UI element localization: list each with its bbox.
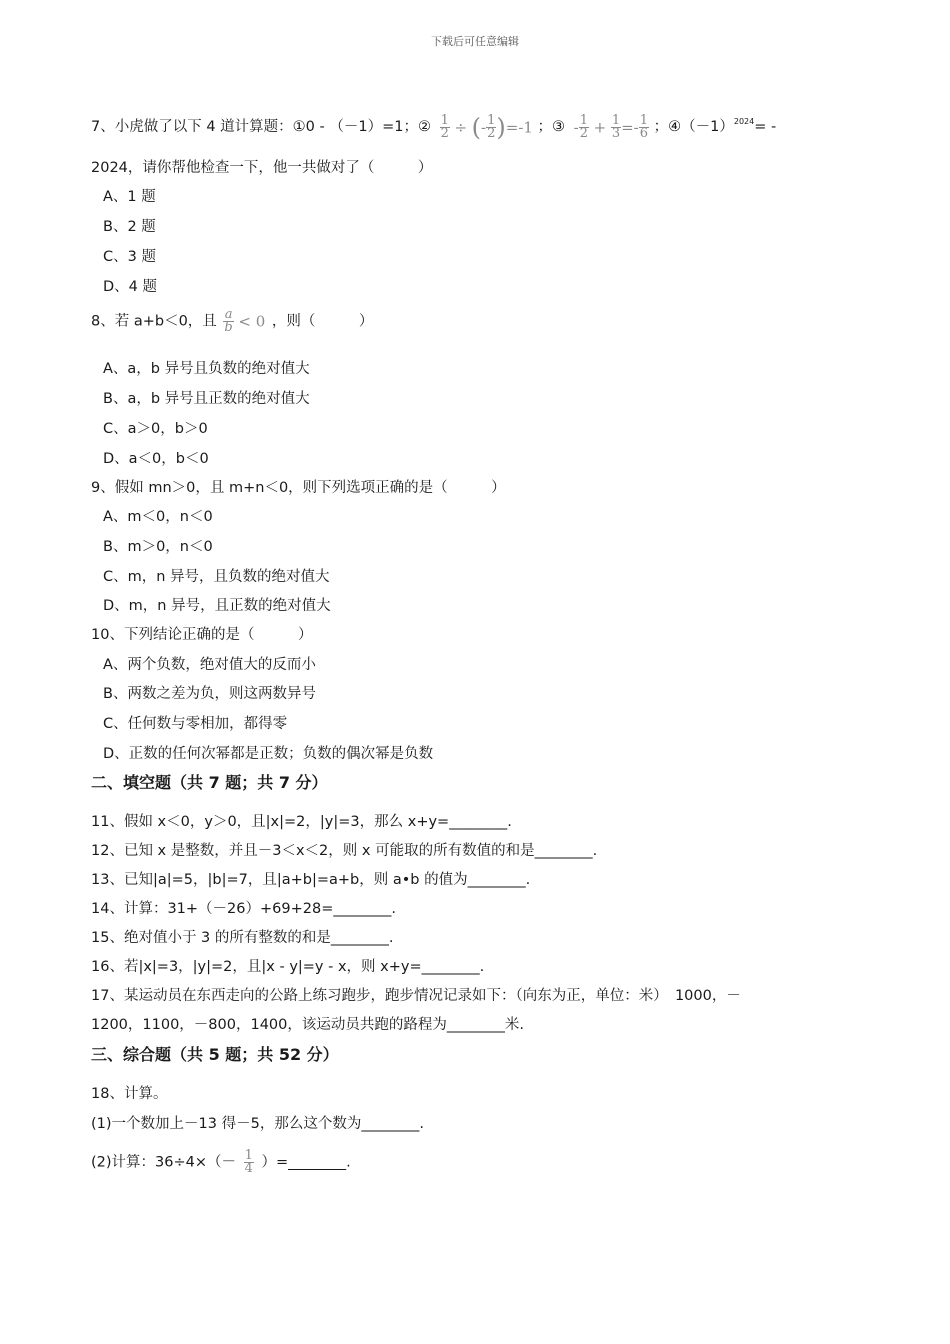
question-13: 13、已知|a|=5，|b|=7，且|a+b|=a+b，则 a•b 的值为________. bbox=[91, 872, 531, 888]
section-2-heading: 二、填空题（共 7 题；共 7 分） bbox=[91, 773, 328, 792]
question-8-stem bbox=[91, 309, 373, 334]
q9-option-d: D、m，n 异号，且正数的绝对值大 bbox=[103, 598, 331, 614]
q7-math-3: - $\frac{1}{2}$ + $\frac{1}{3}$ =- $\frac{1}{6}$ bbox=[573, 112, 649, 141]
q10-option-c: C、任何数与零相加，都得零 bbox=[103, 716, 288, 732]
q9-option-c: C、m，n 异号，且负数的绝对值大 bbox=[103, 569, 330, 585]
question-11: 11、假如 x＜0，y＞0，且|x|=2，|y|=3，那么 x+y=________. bbox=[91, 814, 512, 830]
question-16: 16、若|x|=3，|y|=2，且|x - y|=y - x，则 x+y=________. bbox=[91, 959, 485, 975]
question-14: 14、计算：31+（－26）+69+28=________. bbox=[91, 901, 396, 917]
fraction: $\frac{1}{3}$ bbox=[611, 112, 621, 141]
q8-option-d: D、a＜0，b＜0 bbox=[103, 451, 209, 467]
question-7-line-2: 2024，请你帮他检查一下，他一共做对了（ ） bbox=[91, 160, 433, 176]
q7-text-d: = - bbox=[754, 119, 777, 135]
q9-option-b: B、m＞0，n＜0 bbox=[103, 539, 213, 555]
fraction: $\frac{1}{4}$ bbox=[244, 1148, 253, 1176]
q7-option-c: C、3 题 bbox=[103, 249, 156, 265]
question-15: 15、绝对值小于 3 的所有整数的和是________. bbox=[91, 930, 394, 946]
q7-math-2: $\frac{1}{2}$ ÷ (- $\frac{1}{2}$ )=-1 bbox=[440, 112, 533, 141]
q7-text-c: ；④（－1） bbox=[653, 119, 734, 135]
question-17-line-2: 1200，1100，－800，1400，该运动员共跑的路程为________米. bbox=[91, 1017, 524, 1033]
q10-option-a: A、两个负数，绝对值大的反而小 bbox=[103, 657, 316, 673]
question-18-part-1: (1)一个数加上－13 得－5，那么这个数为________. bbox=[91, 1116, 424, 1132]
fraction: $\frac{1}{2}$ bbox=[487, 112, 496, 141]
q7-exponent: 2024 bbox=[733, 117, 755, 126]
q10-option-b: B、两数之差为负，则这两数异号 bbox=[103, 686, 316, 702]
section-3-heading: 三、综合题（共 5 题；共 52 分） bbox=[91, 1045, 339, 1064]
q18-2-text-a: (2)计算：36÷4×（－ bbox=[91, 1154, 237, 1171]
q8-text-b: ，则（ ） bbox=[271, 313, 374, 330]
fraction: $\frac{1}{6}$ bbox=[639, 112, 649, 141]
page-header: 下载后可任意编辑 bbox=[431, 35, 519, 48]
question-17-line-1: 17、某运动员在东西走向的公路上练习跑步，跑步情况记录如下：（向东为正，单位：米） 1000，－ bbox=[91, 988, 741, 1004]
q18-2-text-b: ）=________. bbox=[261, 1154, 351, 1171]
question-9-stem: 9、假如 mn＞0，且 m+n＜0，则下列选项正确的是（ ） bbox=[91, 480, 506, 496]
q7-option-b: B、2 题 bbox=[103, 219, 156, 235]
q7-text-a: 7、小虎做了以下 4 道计算题：①0 - （－1）=1；② bbox=[91, 119, 431, 135]
q7-option-a: A、1 题 bbox=[103, 189, 156, 205]
q7-text-b: ；③ bbox=[537, 119, 566, 135]
q8-option-c: C、a＞0，b＞0 bbox=[103, 421, 208, 437]
q10-option-d: D、正数的任何次幂都是正数；负数的偶次幂是负数 bbox=[103, 746, 434, 762]
fraction: $\frac{1}{2}$ bbox=[579, 112, 589, 141]
q8-option-a: A、a，b 异号且负数的绝对值大 bbox=[103, 361, 310, 377]
question-18-stem: 18、计算。 bbox=[91, 1086, 168, 1102]
q9-option-a: A、m＜0，n＜0 bbox=[103, 509, 213, 525]
q8-text-a: 8、若 a+b＜0，且 bbox=[91, 313, 217, 330]
q8-condition: $\frac{a}{b}$ < 0 bbox=[224, 307, 266, 335]
fraction: $\frac{1}{2}$ bbox=[440, 112, 449, 141]
fraction: $\frac{a}{b}$ bbox=[224, 307, 233, 335]
question-7-line-1 bbox=[91, 112, 776, 140]
q8-option-b: B、a，b 异号且正数的绝对值大 bbox=[103, 391, 310, 407]
question-10-stem: 10、下列结论正确的是（ ） bbox=[91, 627, 313, 643]
question-12: 12、已知 x 是整数，并且－3＜x＜2，则 x 可能取的所有数值的和是________. bbox=[91, 843, 598, 859]
question-18-part-2 bbox=[91, 1150, 351, 1175]
q7-option-d: D、4 题 bbox=[103, 279, 157, 295]
